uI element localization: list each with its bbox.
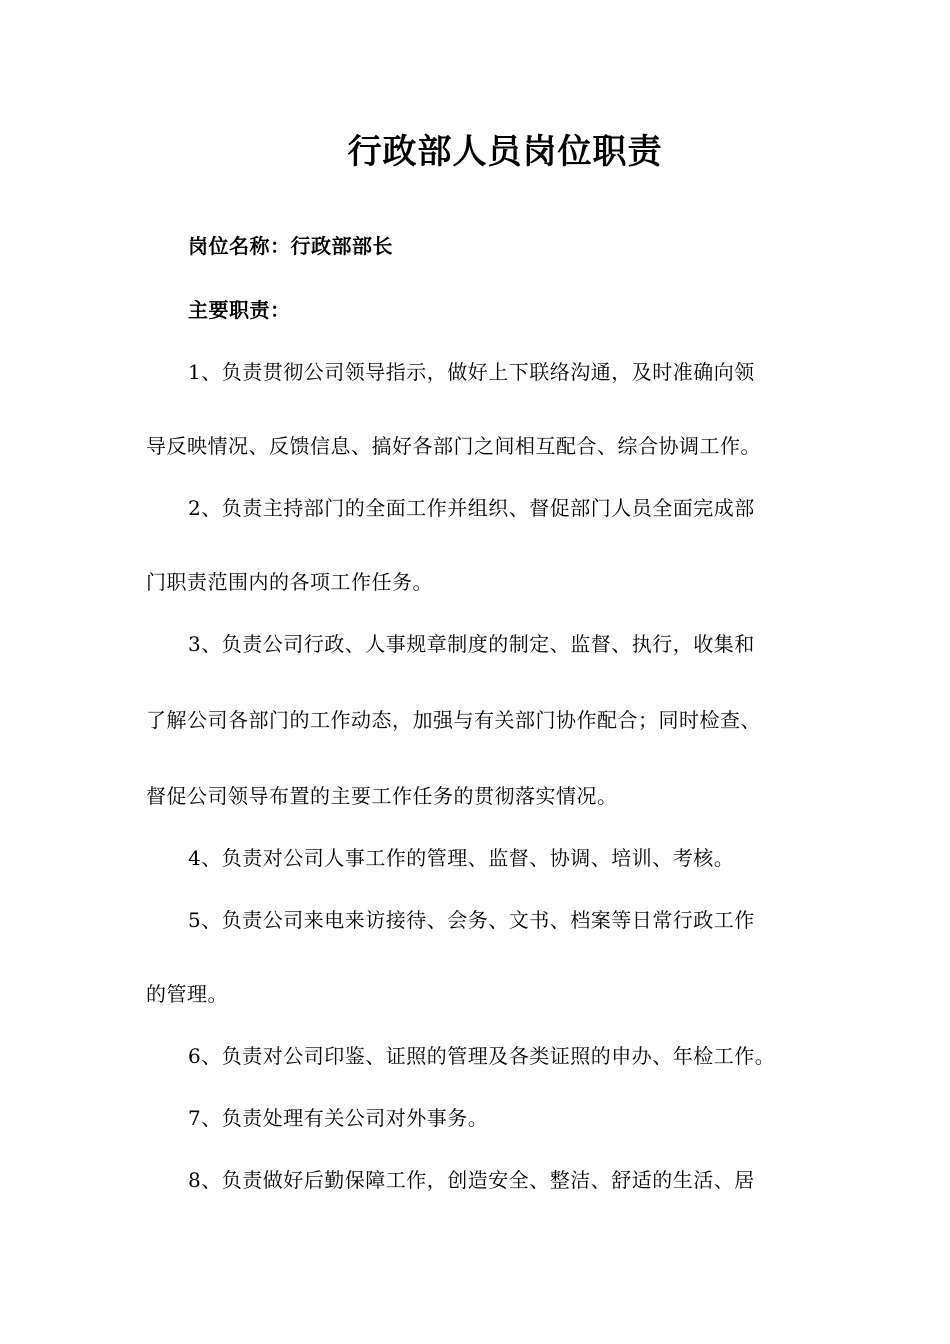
duty-line: 导反映情况、反馈信息、搞好各部门之间相互配合、综合协调工作。: [146, 434, 761, 458]
duty-line: 1、负责贯彻公司领导指示，做好上下联络沟通，及时准确向领: [188, 360, 755, 384]
duty-line: 门职责范围内的各项工作任务。: [146, 570, 433, 594]
duty-line: 7、负责处理有关公司对外事务。: [188, 1106, 489, 1130]
duty-line: 5、负责公司来电来访接待、会务、文书、档案等日常行政工作: [188, 908, 755, 932]
duty-line: 4、负责对公司人事工作的管理、监督、协调、培训、考核。: [188, 846, 735, 870]
duty-line: 的管理。: [146, 982, 228, 1006]
duty-line: 8、负责做好后勤保障工作，创造安全、整洁、舒适的生活、居: [188, 1168, 755, 1192]
position-name-line: 岗位名称：行政部部长: [188, 234, 393, 258]
document-title: 行政部人员岗位职责: [347, 132, 663, 172]
duty-line: 6、负责对公司印鉴、证照的管理及各类证照的申办、年检工作。: [188, 1044, 776, 1068]
duty-line: 督促公司领导布置的主要工作任务的贯彻落实情况。: [146, 784, 618, 808]
duties-heading: 主要职责：: [188, 298, 291, 322]
duty-line: 了解公司各部门的工作动态，加强与有关部门协作配合；同时检查、: [146, 708, 761, 732]
duty-line: 3、负责公司行政、人事规章制度的制定、监督、执行，收集和: [188, 632, 755, 656]
duty-line: 2、负责主持部门的全面工作并组织、督促部门人员全面完成部: [188, 496, 755, 520]
